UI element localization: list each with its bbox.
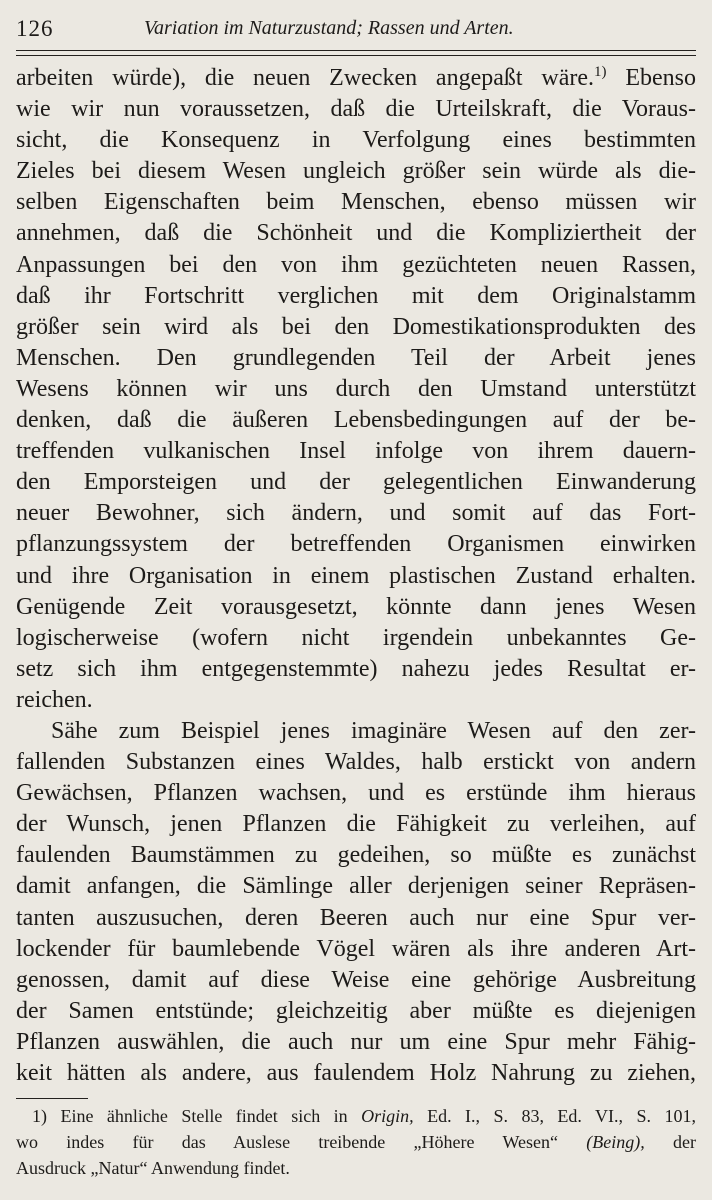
running-head: Variation im Naturzustand; Rassen und Arten.: [144, 17, 514, 39]
footnote-origin-title: Origin,: [361, 1106, 414, 1126]
text-line: Menschen. Den grundlegenden Teil der Arbeit jenes: [16, 344, 696, 371]
text-line-part: arbeiten würde), die neuen Zwecken angepaßt wäre.: [16, 65, 595, 91]
text-line: logischerweise (wofern nicht irgendein unbekanntes Ge-: [16, 624, 696, 651]
text-line: Pflanzen auswählen, die auch nur um eine Spur mehr Fähig-: [16, 1028, 696, 1055]
footnote-line: [16, 1129, 696, 1155]
text-line: damit anfangen, die Sämlinge aller derjenigen seiner Repräsen-: [16, 873, 696, 900]
text-line: und ihre Organisation in einem plastischen Zustand erhalten.: [16, 562, 696, 589]
header-rule: [16, 50, 696, 51]
text-line: fallenden Substanzen eines Waldes, halb erstickt von andern: [16, 749, 696, 776]
text-line: größer sein wird als bei den Domestikationsprodukten des: [16, 313, 696, 340]
footnote-text: 1) Eine ähnliche Stelle findet sich in: [32, 1106, 362, 1126]
main-text: [16, 63, 696, 1089]
text-line: sicht, die Konsequenz in Verfolgung eines bestimmten: [16, 127, 696, 154]
text-line: Gewächsen, Pflanzen wachsen, und es erstünde ihm hieraus: [16, 780, 696, 807]
text-line: Wesens können wir uns durch den Umstand unterstützt: [16, 375, 696, 402]
footnote-line: Ausdruck „Natur“ Anwendung findet.: [16, 1158, 290, 1178]
text-line: reichen.: [16, 686, 93, 713]
footnote: [16, 1103, 696, 1181]
text-line: neuer Bewohner, sich ändern, und somit auf das Fort-: [16, 500, 696, 527]
text-line: Anpassungen bei den von ihm gezüchteten neuen Rassen,: [16, 251, 696, 278]
text-line-part: Ebenso: [606, 65, 696, 91]
text-line: den Emporsteigen und der gelegentlichen Einwanderung: [16, 469, 696, 496]
text-line: der Wunsch, jenen Pflanzen die Fähigkeit zu verleihen, auf: [16, 811, 696, 838]
text-line: denken, daß die äußeren Lebensbedingungen auf der be-: [16, 407, 696, 434]
header-rule-secondary: [16, 55, 696, 56]
text-line: [16, 63, 696, 94]
footnote-text: Ed. I., S. 83, Ed. VI., S. 101,: [413, 1106, 696, 1126]
text-line: Sähe zum Beispiel jenes imaginäre Wesen auf den zer-: [51, 717, 696, 744]
text-line: annehmen, daß die Schönheit und die Kompliziertheit der: [16, 220, 696, 247]
text-line: Genügende Zeit vorausgesetzt, könnte dann jenes Wesen: [16, 593, 696, 620]
text-line: faulenden Baumstämmen zu gedeihen, so müßte es zunächst: [16, 842, 696, 869]
text-line: lockender für baumlebende Vögel wären als ihre anderen Art-: [16, 935, 696, 962]
page-header: [16, 14, 696, 48]
text-line: daß ihr Fortschritt verglichen mit dem Originalstamm: [16, 282, 696, 309]
footnote-reference: 1): [594, 64, 607, 80]
text-line: setz sich ihm entgegenstemmte) nahezu jedes Resultat er-: [16, 655, 696, 682]
text-line: wie wir nun voraussetzen, daß die Urteilskraft, die Voraus-: [16, 96, 696, 123]
text-line: keit hätten als andere, aus faulendem Holz Nahrung zu ziehen,: [16, 1060, 696, 1086]
text-line: pflanzungssystem der betreffenden Organismen einwirken: [16, 531, 696, 558]
text-line: genossen, damit auf diese Weise eine gehörige Ausbreitung: [16, 966, 696, 993]
footnote-text: der: [644, 1132, 696, 1152]
footnote-rule: [16, 1098, 88, 1099]
text-line: Zieles bei diesem Wesen ungleich größer sein würde als die-: [16, 158, 696, 185]
text-line: der Samen entstünde; gleichzeitig aber müßte es diejenigen: [16, 997, 696, 1024]
text-line: selben Eigenschaften beim Menschen, ebenso müssen wir: [16, 189, 696, 216]
page-number: 126: [16, 16, 54, 41]
text-line: treffenden vulkanischen Insel infolge von ihrem dauern-: [16, 438, 696, 465]
footnote-line: [16, 1103, 696, 1129]
footnote-text: wo indes für das Auslese treibende „Höhere Wesen“: [16, 1132, 587, 1152]
footnote-being-term: (Being),: [586, 1132, 645, 1152]
text-line: tanten auszusuchen, deren Beeren auch nur eine Spur ver-: [16, 904, 696, 931]
